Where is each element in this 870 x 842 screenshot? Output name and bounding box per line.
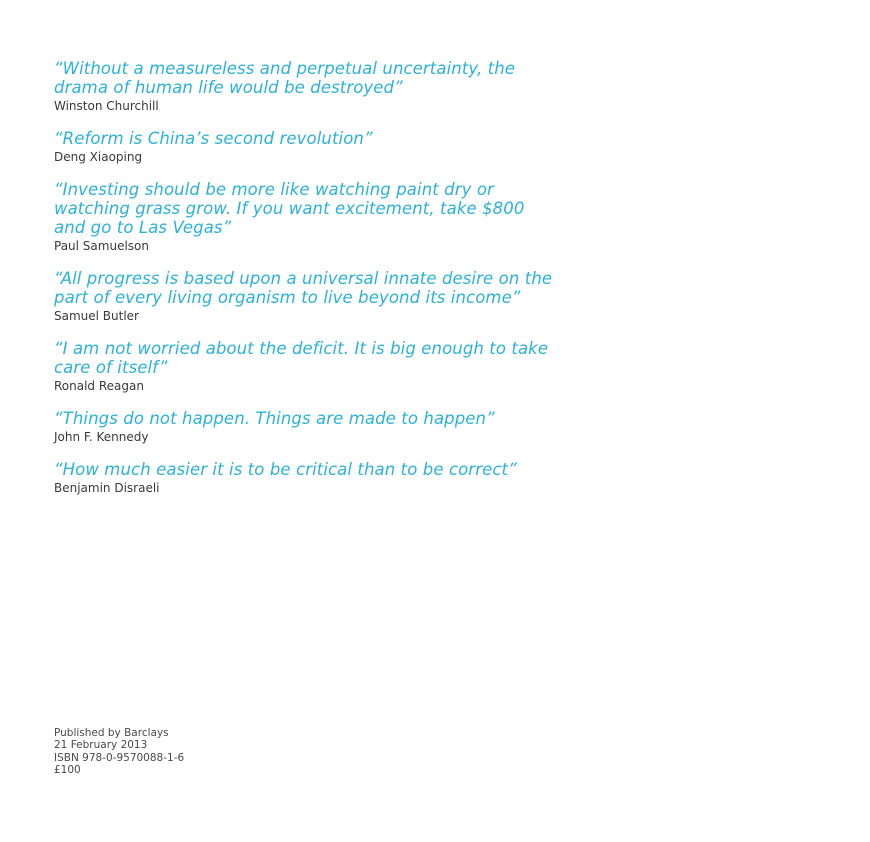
- quote-line: part of every living organism to live beyond its income”: [54, 288, 521, 307]
- quote-line: drama of human life would be destroyed”: [54, 78, 403, 97]
- quote-line: “Without a measureless and perpetual uncertainty, the: [54, 59, 516, 78]
- quote-text: [54, 269, 674, 307]
- quote-deng: [54, 129, 674, 164]
- quote-line: “Reform is China’s second revolution”: [54, 129, 373, 148]
- quote-author: Benjamin Disraeli: [54, 481, 160, 495]
- quote-text: [54, 409, 674, 428]
- quote-author: Winston Churchill: [54, 99, 159, 113]
- quote-text: [54, 59, 674, 97]
- quote-text: [54, 339, 674, 377]
- quote-reagan: [54, 339, 674, 393]
- quote-line: care of itself”: [54, 358, 168, 377]
- publication-date: 21 February 2013: [54, 739, 148, 752]
- quote-author: John F. Kennedy: [54, 430, 149, 444]
- quote-author: Paul Samuelson: [54, 239, 149, 253]
- quote-author: Samuel Butler: [54, 309, 139, 323]
- quote-disraeli: [54, 460, 674, 495]
- quote-text: [54, 180, 674, 237]
- quote-text: [54, 129, 674, 148]
- quote-butler: [54, 269, 674, 323]
- price: £100: [54, 763, 81, 776]
- quote-line: “I am not worried about the deficit. It is big enough to take: [54, 339, 549, 358]
- quote-churchill: [54, 59, 674, 113]
- quote-kennedy: [54, 409, 674, 444]
- publisher-line: Published by Barclays: [54, 727, 169, 739]
- quote-line: and go to Las Vegas”: [54, 218, 232, 237]
- quote-samuelson: [54, 180, 674, 253]
- quote-line: watching grass grow. If you want excitement, take $800: [54, 199, 525, 218]
- quote-author: Ronald Reagan: [54, 379, 144, 393]
- quote-author: Deng Xiaoping: [54, 150, 143, 164]
- quote-line: “All progress is based upon a universal innate desire on the: [54, 269, 553, 288]
- quote-line: “How much easier it is to be critical than to be correct”: [54, 460, 517, 479]
- quotes-list: [54, 59, 674, 511]
- quote-line: “Things do not happen. Things are made to happen”: [54, 409, 495, 428]
- quote-line: “Investing should be more like watching paint dry or: [54, 180, 494, 199]
- publication-info: [54, 727, 184, 776]
- isbn: ISBN 978-0-9570088-1-6: [54, 751, 185, 764]
- quote-text: [54, 460, 674, 479]
